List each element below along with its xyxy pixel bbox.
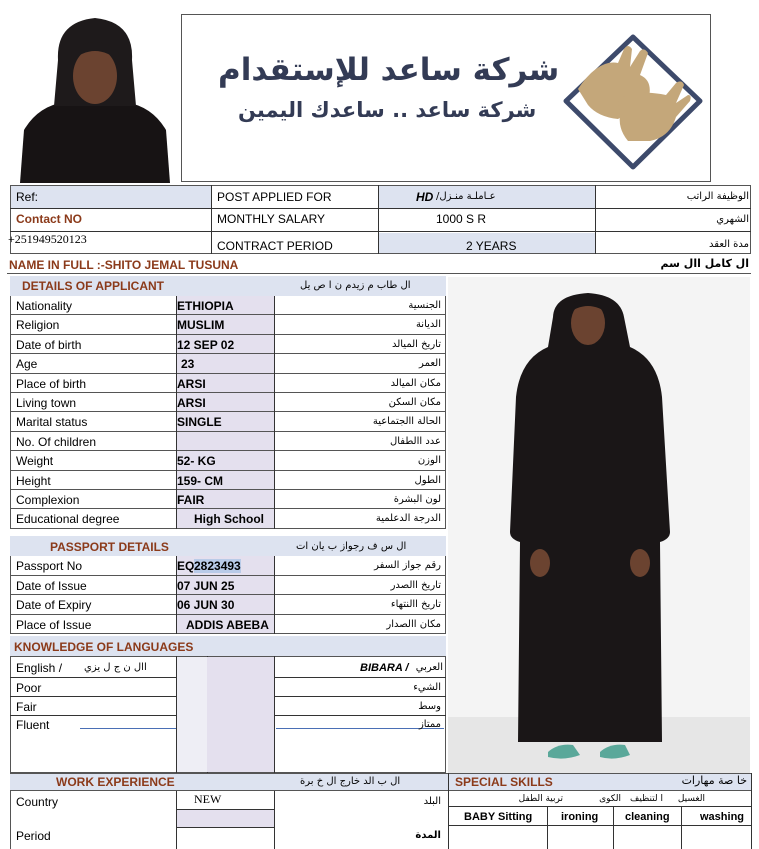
passport-row-value: 06 JUN 30 (177, 598, 235, 612)
passport-section-title: PASSPORT DETAILS (50, 540, 169, 554)
work-section-title: WORK EXPERIENCE (56, 775, 175, 789)
arabic-label-ar: العربي (415, 662, 443, 673)
skills-section-title: SPECIAL SKILLS (455, 775, 553, 789)
contact-phone: +251949520123 (8, 232, 87, 246)
passport-section-title-ar: ال س ف رجواز ب يان ات (296, 541, 407, 552)
applicant-row-value: 159- CM (177, 474, 224, 488)
english-label-ar: اال ن ج ل يزي (84, 662, 147, 673)
languages-section-title: KNOWLEDGE OF LANGUAGES (14, 640, 194, 654)
applicant-row-label: Living town (16, 396, 77, 410)
contract-label-ar: مدة العقد (709, 239, 749, 250)
skill-washing-ar: الغسيل (677, 794, 705, 804)
contract-period-value: 2 YEARS (466, 239, 517, 253)
post-applied-value-ar: عـاملـة منـزل/ (436, 191, 496, 202)
company-slogan: شركة ساعد .. ساعدك اليمين (238, 98, 537, 122)
skills-section-title-ar: خا صة مهارات (681, 774, 747, 787)
skill-washing: washing (700, 811, 745, 823)
applicant-row-label-ar: الديانة (415, 319, 441, 330)
applicant-row-label-ar: تاريخ الميالد (391, 339, 441, 350)
applicant-fullbody-photo (448, 277, 750, 773)
passport-row-label: Date of Issue (16, 579, 87, 593)
applicant-row-label: Age (16, 357, 38, 371)
passport-row-value: ADDIS ABEBA (186, 618, 269, 632)
passport-number-prefix: EQ (177, 559, 195, 573)
work-country-label: Country (16, 795, 59, 809)
passport-row-label: Passport No (16, 559, 83, 573)
full-name-label-ar: ال كامل اال سم (660, 257, 749, 270)
language-level-fluent-ar: ممتاز (418, 719, 441, 730)
skill-ironing: ironing (561, 811, 599, 823)
language-level-poor-ar: الشيء (413, 682, 441, 693)
applicant-row-label-ar: الدرجة الدعلمية (375, 513, 441, 524)
applicant-row-label-ar: الوزن (417, 455, 441, 466)
language-level-poor: Poor (16, 681, 42, 695)
passport-row-label: Date of Expiry (16, 598, 92, 612)
work-period-label: Period (16, 829, 51, 843)
applicant-headshot-photo (10, 10, 180, 183)
company-name: شركة ساعد للإستقدام (218, 52, 560, 88)
contact-label: Contact NO (16, 212, 82, 226)
applicant-row-label: Place of birth (16, 377, 87, 391)
work-country-value: NEW (194, 792, 222, 806)
applicant-row-label-ar: لون البشرة (393, 494, 441, 505)
applicant-row-value: High School (194, 512, 264, 526)
applicant-row-label: Height (16, 474, 51, 488)
applicant-row-value: SINGLE (177, 415, 222, 429)
work-period-ar: المدة (415, 830, 441, 841)
ref-label: Ref: (16, 190, 39, 204)
work-country-ar: البلد (423, 796, 441, 807)
skill-baby-sitting: BABY Sitting (464, 811, 533, 823)
applicant-row-value: FAIR (177, 493, 205, 507)
applicant-row-value: 52- KG (177, 454, 216, 468)
language-level-fair: Fair (16, 700, 37, 714)
applicant-row-label-ar: مكان الميالد (390, 378, 441, 389)
passport-row-value: 07 JUN 25 (177, 579, 235, 593)
applicant-row-value: 12 SEP 02 (177, 338, 235, 352)
post-applied-value: HD (416, 190, 434, 204)
skill-babysitting-ar: تربية الطفل (518, 794, 563, 804)
applicant-row-value: ARSI (177, 396, 206, 410)
applicant-row-label: No. Of children (16, 435, 97, 449)
passport-row-label-ar: تاريخ االنتهاء (390, 599, 441, 610)
skill-cleaning: cleaning (625, 811, 670, 823)
applicant-row-label: Date of birth (16, 338, 82, 352)
company-header-banner (181, 14, 711, 182)
applicant-row-label-ar: الطول (414, 475, 441, 486)
salary-label-ar: الشهري (716, 214, 749, 225)
contract-period-label: CONTRACT PERIOD (217, 239, 333, 253)
applicant-row-label: Weight (16, 454, 54, 468)
language-level-fluent: Fluent (16, 718, 50, 732)
applicant-row-label: Marital status (16, 415, 88, 429)
post-applied-label: POST APPLIED FOR (217, 190, 332, 204)
applicant-row-label: Religion (16, 318, 60, 332)
language-level-fair-ar: وسط (418, 701, 441, 712)
applicant-section-title: DETAILS OF APPLICANT (22, 279, 164, 293)
full-name: NAME IN FULL :-SHITO JEMAL TUSUNA (9, 258, 239, 272)
applicant-row-label: Educational degree (16, 512, 120, 526)
hands-logo-icon (558, 29, 708, 174)
applicant-row-label-ar: الحالة االجتماعية (372, 416, 441, 427)
applicant-row-value: MUSLIM (177, 318, 225, 332)
passport-row-label: Place of Issue (16, 618, 92, 632)
monthly-salary-value: 1000 S R (436, 212, 487, 226)
applicant-row-label: Nationality (16, 299, 73, 313)
applicant-row-label-ar: الجنسية (408, 300, 441, 311)
applicant-row-label-ar: عدد االطفال (389, 436, 441, 447)
applicant-section-title-ar: ال طاب م زيدم ن ا ص يل (300, 280, 411, 291)
work-section-title-ar: ال ب الد خارج ال خ برة (300, 776, 401, 787)
monthly-salary-label: MONTHLY SALARY (217, 212, 326, 226)
passport-row-label-ar: تاريخ االصدر (390, 580, 441, 591)
applicant-row-value: 23 (181, 357, 195, 371)
passport-number-value: 2823493 (194, 559, 241, 573)
applicant-row-label-ar: العمر (419, 358, 441, 369)
skill-ironing-ar: الكوى (599, 794, 621, 804)
passport-row-label-ar: رقم جواز السفر (374, 560, 441, 571)
skill-cleaning-ar: ا لتنظيف (630, 794, 663, 804)
english-label: English / (16, 661, 63, 675)
applicant-row-value: ARSI (177, 377, 206, 391)
post-label-ar: الوظيفة الراتب (686, 191, 749, 202)
applicant-row-label: Complexion (16, 493, 80, 507)
applicant-row-value: ETHIOPIA (177, 299, 234, 313)
passport-row-label-ar: مكان االصدار (386, 619, 441, 630)
arabic-label: BIBARA / (360, 662, 409, 674)
applicant-row-label-ar: مكان السكن (388, 397, 441, 408)
